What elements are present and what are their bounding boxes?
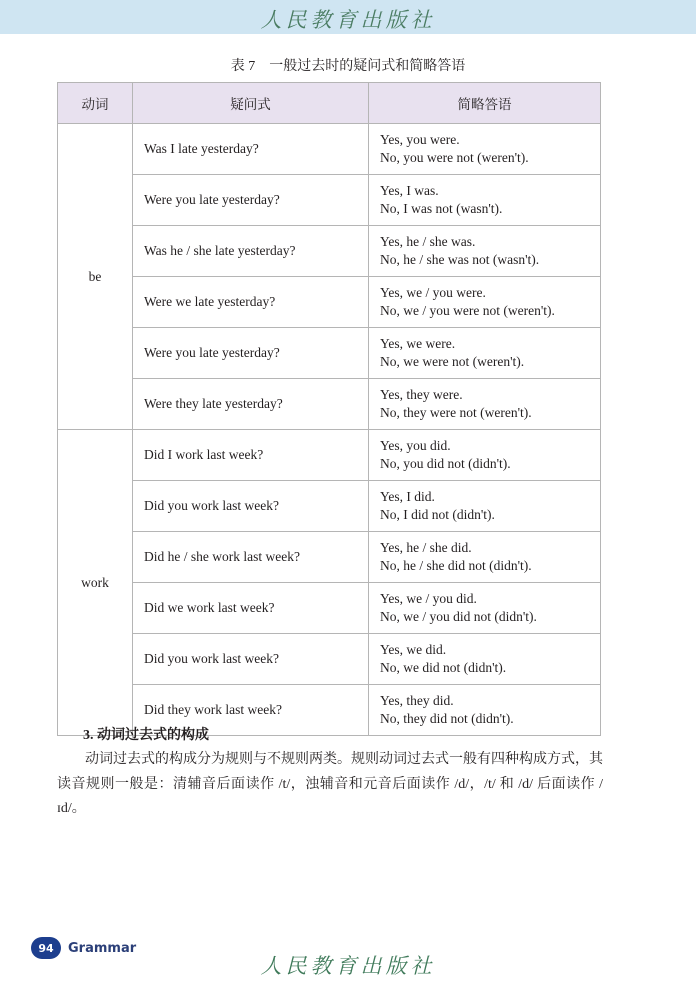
answer-yes: Yes, I was. xyxy=(380,183,439,198)
answer-yes: Yes, we / you did. xyxy=(380,591,477,606)
question-cell: Did we work last week? xyxy=(133,583,369,634)
answer-cell xyxy=(369,226,601,277)
table-row xyxy=(58,634,601,685)
table-header-row xyxy=(58,83,601,124)
answer-no: No, you did not (didn't). xyxy=(380,456,511,471)
answer-yes: Yes, we / you were. xyxy=(380,285,486,300)
answer-no: No, they were not (weren't). xyxy=(380,405,532,420)
table-row xyxy=(58,583,601,634)
answer-no: No, we were not (weren't). xyxy=(380,354,525,369)
answer-no: No, I was not (wasn't). xyxy=(380,201,503,216)
footer-publisher-logo: 人民教育出版社 xyxy=(260,954,436,978)
question-cell: Was he / she late yesterday? xyxy=(133,226,369,277)
question-cell: Were we late yesterday? xyxy=(133,277,369,328)
table-row xyxy=(58,124,601,175)
answer-cell xyxy=(369,328,601,379)
answer-no: No, we / you did not (didn't). xyxy=(380,609,537,624)
question-cell: Did I work last week? xyxy=(133,430,369,481)
question-cell: Was I late yesterday? xyxy=(133,124,369,175)
question-cell: Were you late yesterday? xyxy=(133,328,369,379)
answer-cell xyxy=(369,277,601,328)
section-paragraph: 动词过去式的构成分为规则与不规则两类。规则动词过去式一般有四种构成方式，其读音规则一般是：清辅音后面读作 /t/，浊辅音和元音后面读作 /d/，/t/ 和 /d/ 后面读作 /ɪd/。 xyxy=(57,752,603,816)
footer-section-label: Grammar xyxy=(68,940,137,956)
table-row xyxy=(58,481,601,532)
answer-yes: Yes, you were. xyxy=(380,132,460,147)
table-row xyxy=(58,328,601,379)
answer-no: No, you were not (weren't). xyxy=(380,150,529,165)
answer-cell xyxy=(369,430,601,481)
answer-yes: Yes, we were. xyxy=(380,336,456,351)
answer-no: No, he / she did not (didn't). xyxy=(380,558,532,573)
answer-yes: Yes, he / she did. xyxy=(380,540,472,555)
column-header-question: 疑问式 xyxy=(133,83,369,124)
answer-yes: Yes, I did. xyxy=(380,489,435,504)
table-row xyxy=(58,379,601,430)
answer-cell xyxy=(369,379,601,430)
answer-yes: Yes, you did. xyxy=(380,438,451,453)
answer-cell xyxy=(369,634,601,685)
table-row xyxy=(58,532,601,583)
page-number-badge: 94 xyxy=(31,937,61,959)
table-row xyxy=(58,430,601,481)
question-cell: Did you work last week? xyxy=(133,634,369,685)
table-row xyxy=(58,226,601,277)
answer-no: No, we did not (didn't). xyxy=(380,660,507,675)
answer-no: No, I did not (didn't). xyxy=(380,507,495,522)
answer-cell xyxy=(369,175,601,226)
answer-cell xyxy=(369,124,601,175)
table-row xyxy=(58,277,601,328)
answer-yes: Yes, he / she was. xyxy=(380,234,476,249)
question-cell: Did he / she work last week? xyxy=(133,532,369,583)
question-cell: Did you work last week? xyxy=(133,481,369,532)
question-cell: Did they work last week? xyxy=(133,685,369,736)
answer-no: No, he / she was not (wasn't). xyxy=(380,252,540,267)
answer-yes: Yes, they did. xyxy=(380,693,454,708)
verb-cell: be xyxy=(58,124,133,430)
question-cell: Were they late yesterday? xyxy=(133,379,369,430)
answer-no: No, we / you were not (weren't). xyxy=(380,303,555,318)
answer-yes: Yes, we did. xyxy=(380,642,447,657)
section-title: 3. 动词过去式的构成 xyxy=(83,728,209,743)
question-cell: Were you late yesterday? xyxy=(133,175,369,226)
answer-cell xyxy=(369,685,601,736)
publisher-logo: 人民教育出版社 xyxy=(260,8,436,32)
table-caption: 表 7 一般过去时的疑问式和简略答语 xyxy=(230,59,466,74)
past-tense-question-table xyxy=(57,82,601,736)
column-header-answer: 简略答语 xyxy=(369,83,601,124)
answer-cell xyxy=(369,532,601,583)
column-header-verb: 动词 xyxy=(58,83,133,124)
answer-no: No, they did not (didn't). xyxy=(380,711,514,726)
answer-cell xyxy=(369,583,601,634)
answer-cell xyxy=(369,481,601,532)
table-row xyxy=(58,175,601,226)
answer-yes: Yes, they were. xyxy=(380,387,463,402)
verb-cell: work xyxy=(58,430,133,736)
